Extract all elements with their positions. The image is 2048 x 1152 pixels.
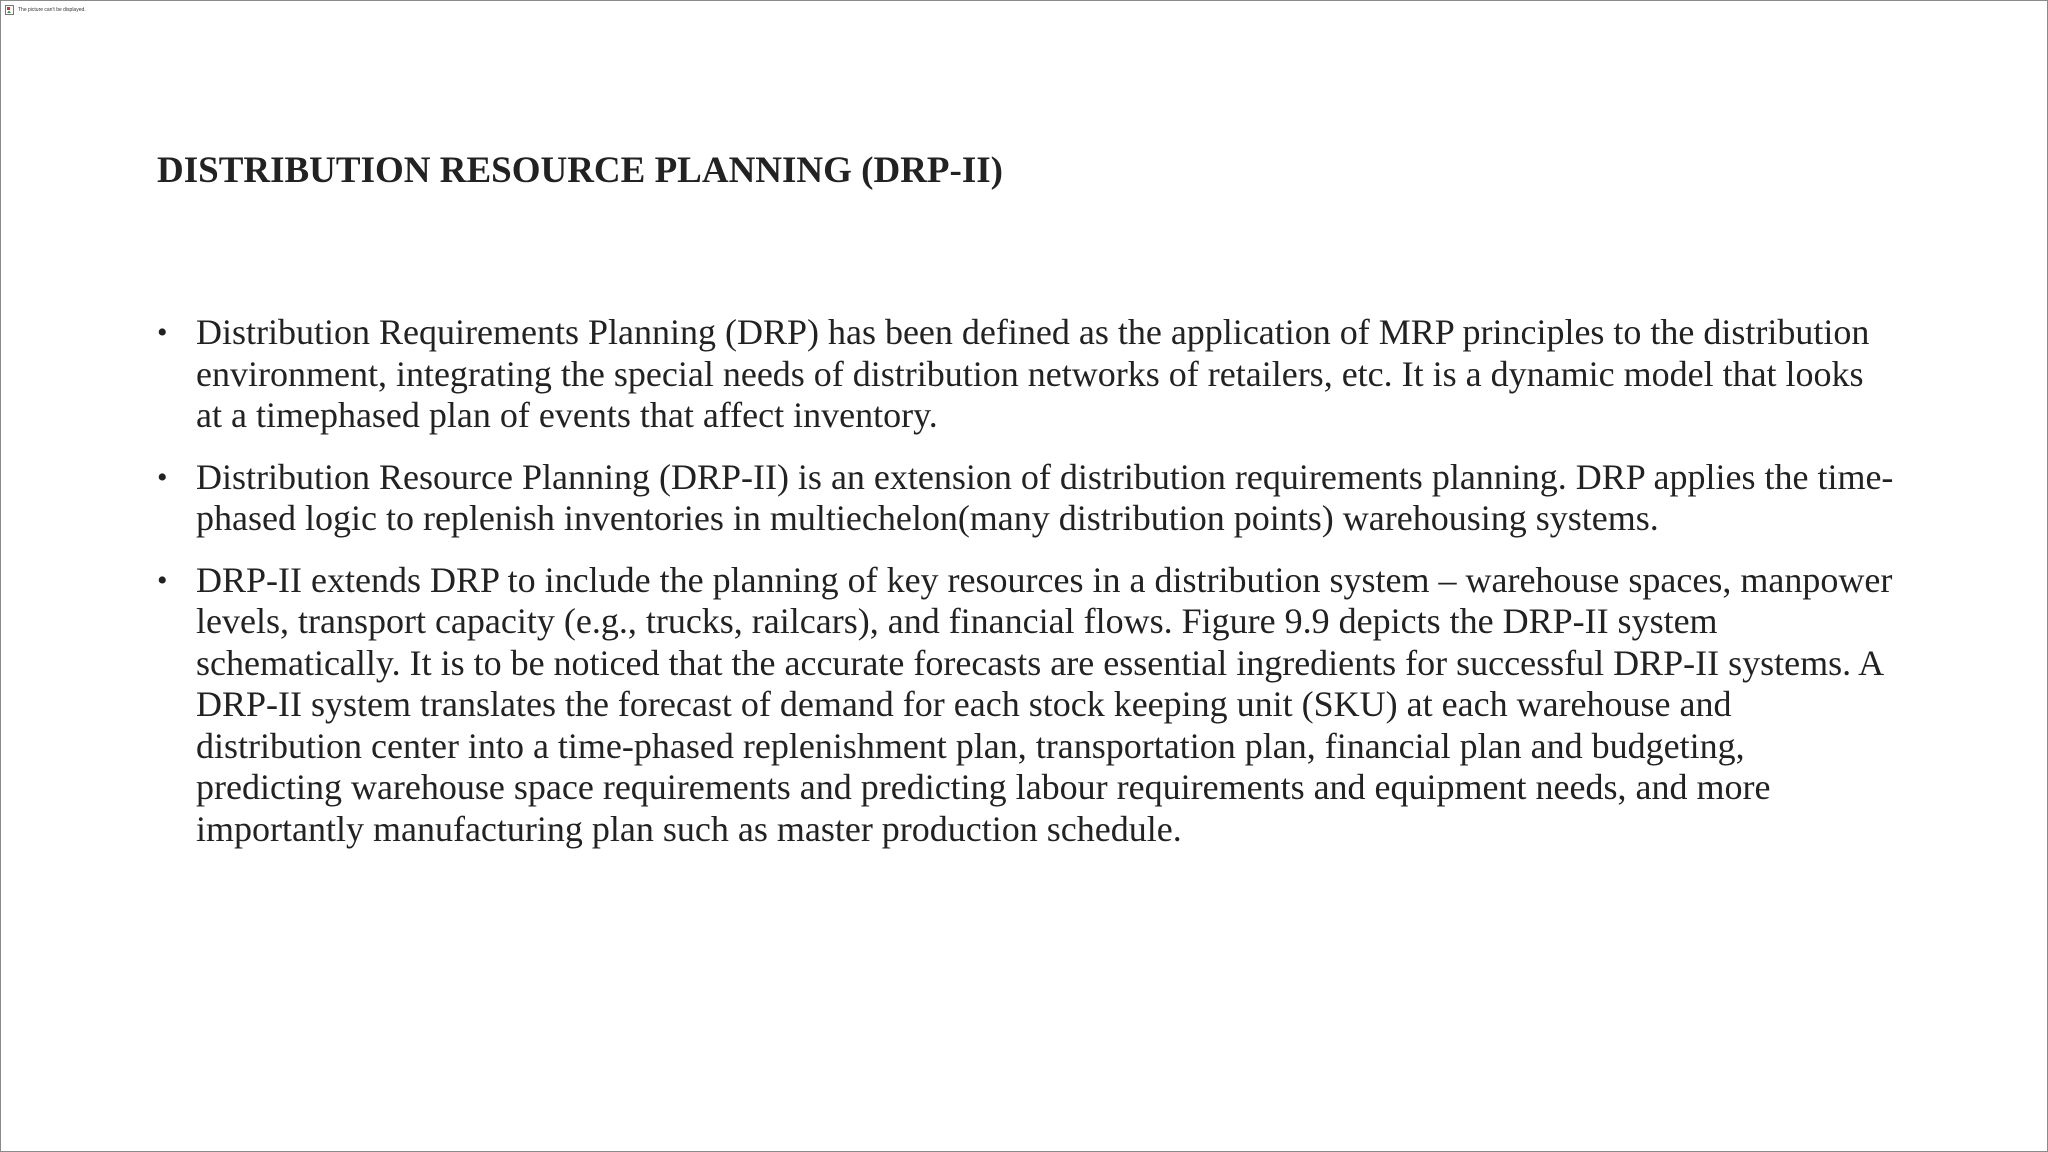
bullet-text: Distribution Requirements Planning (DRP) has been defined as the application of MRP principles to the distribution environment, integrating the special needs of distribution networks of retailers, etc. It is a dynamic model that looks at a timephased plan of events that affect inventory.	[196, 312, 1870, 435]
broken-image-placeholder	[5, 4, 86, 16]
bullet-text: DRP-II extends DRP to include the planning of key resources in a distribution system – warehouse spaces, manpower levels, transport capacity (e.g., trucks, railcars), and financial flows. Figure 9.9 depicts the DRP-II system schematically. It is to be noticed that the accurate forecasts are essential ingredients for successful DRP-II systems. A DRP-II system translates the forecast of demand for each stock keeping unit (SKU) at each warehouse and distribution center into a time-phased replenishment plan, transportation plan, financial plan and budgeting, predicting warehouse space requirements and predicting labour requirements and equipment needs, and more importantly manufacturing plan such as master production schedule.	[196, 559, 1893, 849]
bullet-item-drp-ii-extension	[157, 457, 1897, 540]
bullet-glyph: •	[157, 563, 168, 597]
broken-image-text: The picture can't be displayed.	[18, 6, 86, 13]
bullet-item-drp-definition	[157, 312, 1897, 437]
bullet-item-drp-ii-resources	[157, 560, 1897, 851]
bullet-glyph: •	[157, 316, 168, 349]
bullet-text: Distribution Resource Planning (DRP-II) is an extension of distribution requirements planning. DRP applies the time-phased logic to replenish inventories in multiechelon(many distribution points) warehousing systems.	[196, 456, 1894, 538]
bullet-glyph: •	[157, 460, 168, 494]
broken-image-icon	[5, 5, 14, 15]
slide-title: DISTRIBUTION RESOURCE PLANNING (DRP-II)	[157, 150, 1003, 191]
bullet-list	[157, 312, 1897, 870]
